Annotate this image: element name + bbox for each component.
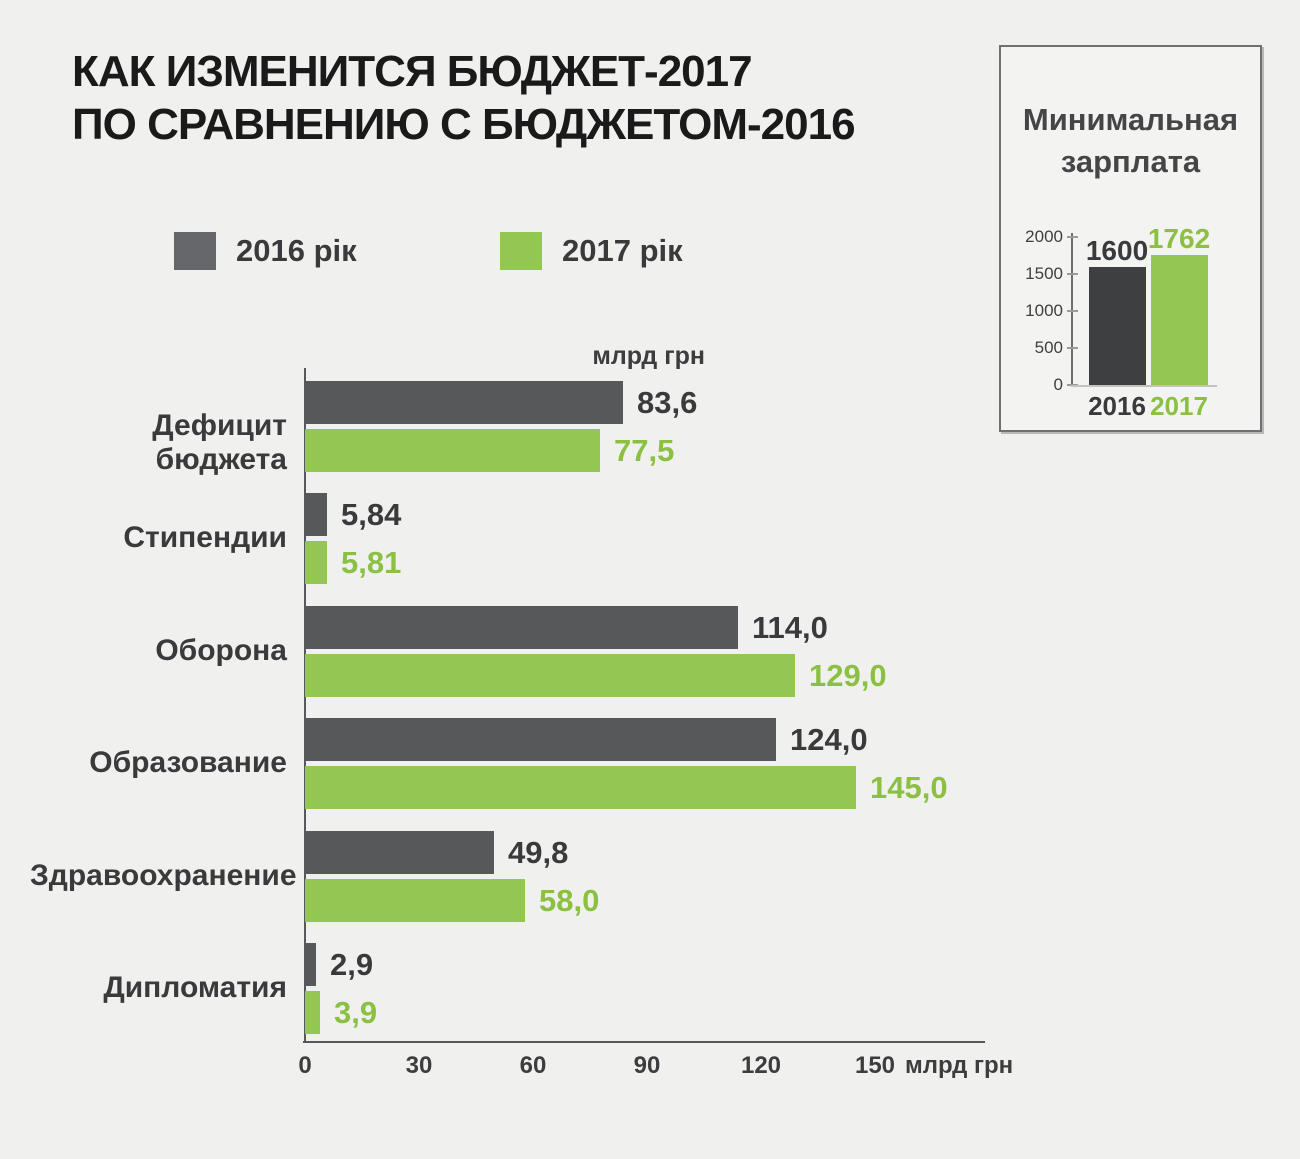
category-label: Стипендии (123, 521, 287, 554)
x-axis-tick-label: 150 (854, 1052, 896, 1079)
mini-x-label-2016: 2016 (1088, 391, 1146, 421)
category-label: Образование (89, 746, 287, 779)
mini-y-tick-mark (1067, 347, 1078, 349)
mini-y-tick-label: 500 (1034, 338, 1063, 357)
value-label-2017: 129,0 (809, 658, 887, 693)
bar-2017 (305, 654, 795, 697)
mini-y-tick-mark (1067, 310, 1078, 312)
x-axis-tick-label: 120 (740, 1052, 782, 1079)
mini-value-label-2016: 1600 (1085, 235, 1149, 266)
x-axis-line (303, 1041, 985, 1043)
mini-value-label-2017: 1762 (1147, 223, 1211, 254)
bar-2017 (305, 541, 327, 584)
bar-2016 (305, 943, 316, 986)
bar-2017 (305, 766, 856, 809)
value-label-2017: 5,81 (341, 545, 402, 580)
mini-y-tick-label: 0 (1053, 375, 1063, 394)
value-label-2016: 83,6 (637, 385, 698, 420)
value-label-2017: 145,0 (870, 770, 948, 805)
bar-2016 (305, 606, 738, 649)
min-salary-title-line1: Минимальная (1022, 102, 1239, 137)
value-label-2017: 77,5 (614, 433, 675, 468)
bar-2016 (305, 381, 623, 424)
legend-swatch-2017 (500, 232, 542, 270)
bar-2016 (305, 718, 776, 761)
mini-baseline (1071, 385, 1217, 387)
value-label-2016: 2,9 (330, 947, 374, 982)
mini-y-tick-label: 1500 (1025, 264, 1063, 283)
unit-label-top: млрд грн (592, 342, 705, 370)
legend-item-2017 (500, 232, 683, 270)
x-axis-tick-label: 0 (298, 1052, 312, 1079)
page-title-line2: ПО СРАВНЕНИЮ С БЮДЖЕТОМ-2016 (72, 99, 855, 149)
min-salary-title (1001, 99, 1260, 183)
bar-2016 (305, 831, 494, 874)
value-label-2016: 124,0 (790, 722, 868, 757)
page-title (72, 46, 855, 152)
page-title-line1: КАК ИЗМЕНИТСЯ БЮДЖЕТ-2017 (72, 47, 752, 96)
category-label: Дипломатия (103, 971, 287, 1004)
category-label: Оборона (155, 634, 287, 667)
legend-label-2016: 2016 рік (236, 233, 357, 268)
x-axis-tick-label: 90 (633, 1052, 661, 1079)
mini-y-tick-label: 2000 (1025, 227, 1063, 246)
mini-y-tick-mark (1067, 273, 1078, 275)
x-axis-tick-label: 60 (519, 1052, 547, 1079)
mini-bar-2017 (1151, 255, 1208, 385)
x-axis-tick-label: 30 (405, 1052, 433, 1079)
legend-label-2017: 2017 рік (562, 233, 683, 268)
bar-2017 (305, 879, 525, 922)
mini-x-label-2017: 2017 (1150, 391, 1208, 421)
bar-2017 (305, 991, 320, 1034)
legend-item-2016 (174, 232, 357, 270)
min-salary-panel (999, 45, 1262, 432)
value-label-2017: 3,9 (334, 995, 378, 1030)
x-axis-unit-label: млрд грн (905, 1052, 1014, 1079)
mini-bar-2016 (1089, 267, 1146, 385)
value-label-2016: 114,0 (752, 610, 828, 645)
value-label-2016: 5,84 (341, 497, 402, 532)
category-label: Здравоохранение (30, 859, 297, 892)
min-salary-title-line2: зарплата (1060, 143, 1201, 179)
legend-swatch-2016 (174, 232, 216, 270)
value-label-2016: 49,8 (508, 835, 569, 870)
category-label: Дефицит бюджета (152, 409, 287, 476)
mini-y-tick-mark (1067, 236, 1078, 238)
legend (0, 232, 1000, 278)
bar-2016 (305, 493, 327, 536)
bar-2017 (305, 429, 600, 472)
value-label-2017: 58,0 (539, 883, 600, 918)
mini-y-tick-label: 1000 (1025, 301, 1063, 320)
